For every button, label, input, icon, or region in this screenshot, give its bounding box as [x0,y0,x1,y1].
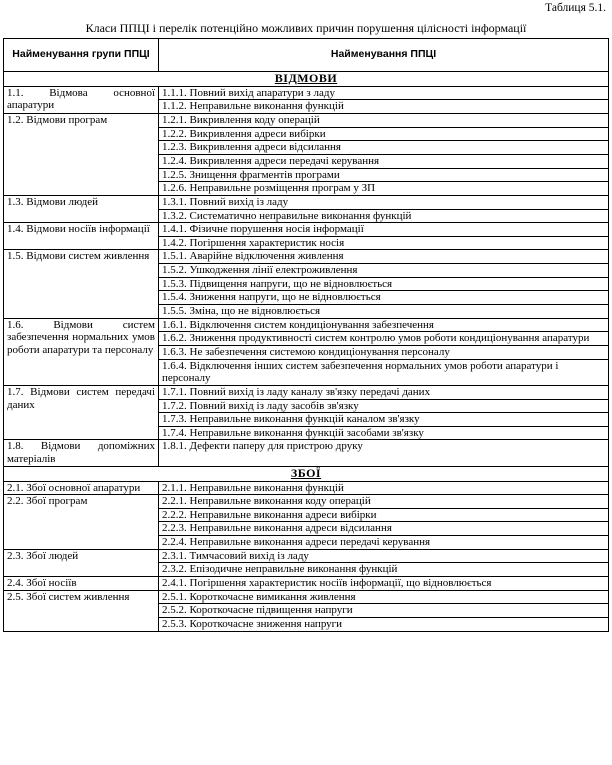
table-row [4,481,609,495]
item-cell: 2.2.1. Неправильне виконання коду операцій [159,495,609,509]
item-cell: 1.3.1. Повний вихід із ладу [159,195,609,209]
item-cell: 1.5.1. Аварійне відключення живлення [159,250,609,264]
item-cell: 1.4.1. Фізичне порушення носія інформації [159,223,609,237]
item-cell: 2.5.1. Короткочасне вимикання живлення [159,590,609,604]
group-label: 1.5. Відмови систем живлення [4,250,159,318]
group-label: 1.4. Відмови носіїв інформації [4,223,159,250]
item-cell: 1.1.2. Неправильне виконання функцій [159,100,609,114]
item-cell: 1.6.2. Зниження продуктивності систем контролю умов роботи кондиціонування апаратури [159,332,609,346]
item-cell: 1.5.5. Зміна, що не відновлюється [159,305,609,319]
group-label: 2.4. Збої носіїв [4,577,159,591]
item-cell: 1.2.6. Неправильне розміщення програм у ЗП [159,182,609,196]
item-cell: 1.7.2. Повний вихід із ладу засобів зв'язку [159,399,609,413]
table-row [4,549,609,563]
item-cell: 1.2.4. Викривлення адреси передачі керування [159,155,609,169]
item-cell: 2.4.1. Погіршення характеристик носіїв інформації, що відновлюється [159,577,609,591]
item-cell: 1.3.2. Систематично неправильне виконання функцій [159,209,609,223]
item-cell: 1.6.1. Відключення систем кондиціонування забезпечення [159,318,609,332]
item-cell: 2.3.2. Епізодичне неправильне виконання функцій [159,563,609,577]
item-cell: 2.5.2. Короткочасне підвищення напруги [159,604,609,618]
table-row [4,318,609,332]
table-row [4,385,609,399]
table-row [4,590,609,604]
header-row [4,39,609,72]
header-group: Найменування групи ППЦІ [4,39,159,72]
group-label: 1.2. Відмови програм [4,114,159,196]
table-row [4,495,609,509]
table-row [4,86,609,100]
section-title: ВІДМОВИ [4,72,609,87]
item-cell: 1.5.3. Підвищення напруги, що не відновлюється [159,277,609,291]
item-cell: 2.2.2. Неправильне виконання адреси вибірки [159,508,609,522]
group-label: 2.2. Збої програм [4,495,159,550]
item-cell: 2.3.1. Тимчасовий вихід із ладу [159,549,609,563]
item-cell: 1.4.2. Погіршення характеристик носія [159,236,609,250]
group-label: 1.7. Відмови систем передачі даних [4,385,159,440]
item-cell: 2.1.1. Неправильне виконання функцій [159,481,609,495]
table-body [4,72,609,632]
table-row [4,250,609,264]
section-row [4,466,609,481]
item-cell: 2.2.3. Неправильне виконання адреси відсилання [159,522,609,536]
item-cell: 1.6.3. Не забезпечення системою кондиціонування персоналу [159,345,609,359]
section-row [4,72,609,87]
header-name: Найменування ППЦІ [159,39,609,72]
table-row [4,114,609,128]
item-cell: 1.1.1. Повний вихід апаратури з ладу [159,86,609,100]
item-cell: 1.7.1. Повний вихід із ладу каналу зв'язку передачі даних [159,385,609,399]
item-cell: 1.5.2. Ушкодження лінії електроживлення [159,264,609,278]
group-label: 1.8. Відмови допоміжних матеріалів [4,440,159,466]
table-caption: Класи ППЦІ і перелік потенційно можливих причин порушення цілісності інформації [85,21,527,35]
item-cell: 1.7.3. Неправильне виконання функцій каналом зв'язку [159,413,609,427]
section-title: ЗБОЇ [4,466,609,481]
table-row [4,440,609,466]
group-label: 2.5. Збої систем живлення [4,590,159,631]
item-cell: 2.5.3. Короткочасне зниження напруги [159,617,609,631]
item-cell: 1.2.2. Викривлення адреси вибірки [159,127,609,141]
item-cell: 1.2.1. Викривлення коду операцій [159,114,609,128]
item-cell: 1.5.4. Зниження напруги, що не відновлюється [159,291,609,305]
group-label: 2.1. Збої основної апаратури [4,481,159,495]
table-row [4,223,609,237]
table-row [4,195,609,209]
causes-table [3,38,609,632]
table-row [4,577,609,591]
item-cell: 1.7.4. Неправильне виконання функцій засобами зв'язку [159,426,609,440]
group-label: 1.3. Відмови людей [4,195,159,222]
group-label: 2.3. Збої людей [4,549,159,576]
item-cell: 1.2.5. Знищення фрагментів програми [159,168,609,182]
group-label: 1.1. Відмова основної апаратури [4,86,159,113]
group-label: 1.6. Відмови систем забезпечення нормальних умов роботи апаратури та персоналу [4,318,159,385]
item-cell: 2.2.4. Неправильне виконання адреси передачі керування [159,536,609,550]
table-number: Таблиця 5.1. [545,2,606,14]
item-cell: 1.2.3. Викривлення адреси відсилання [159,141,609,155]
item-cell: 1.8.1. Дефекти паперу для пристрою друку [159,440,609,466]
item-cell: 1.6.4. Відключення інших систем забезпечення нормальних умов роботи апаратури і персоналу [159,359,609,385]
